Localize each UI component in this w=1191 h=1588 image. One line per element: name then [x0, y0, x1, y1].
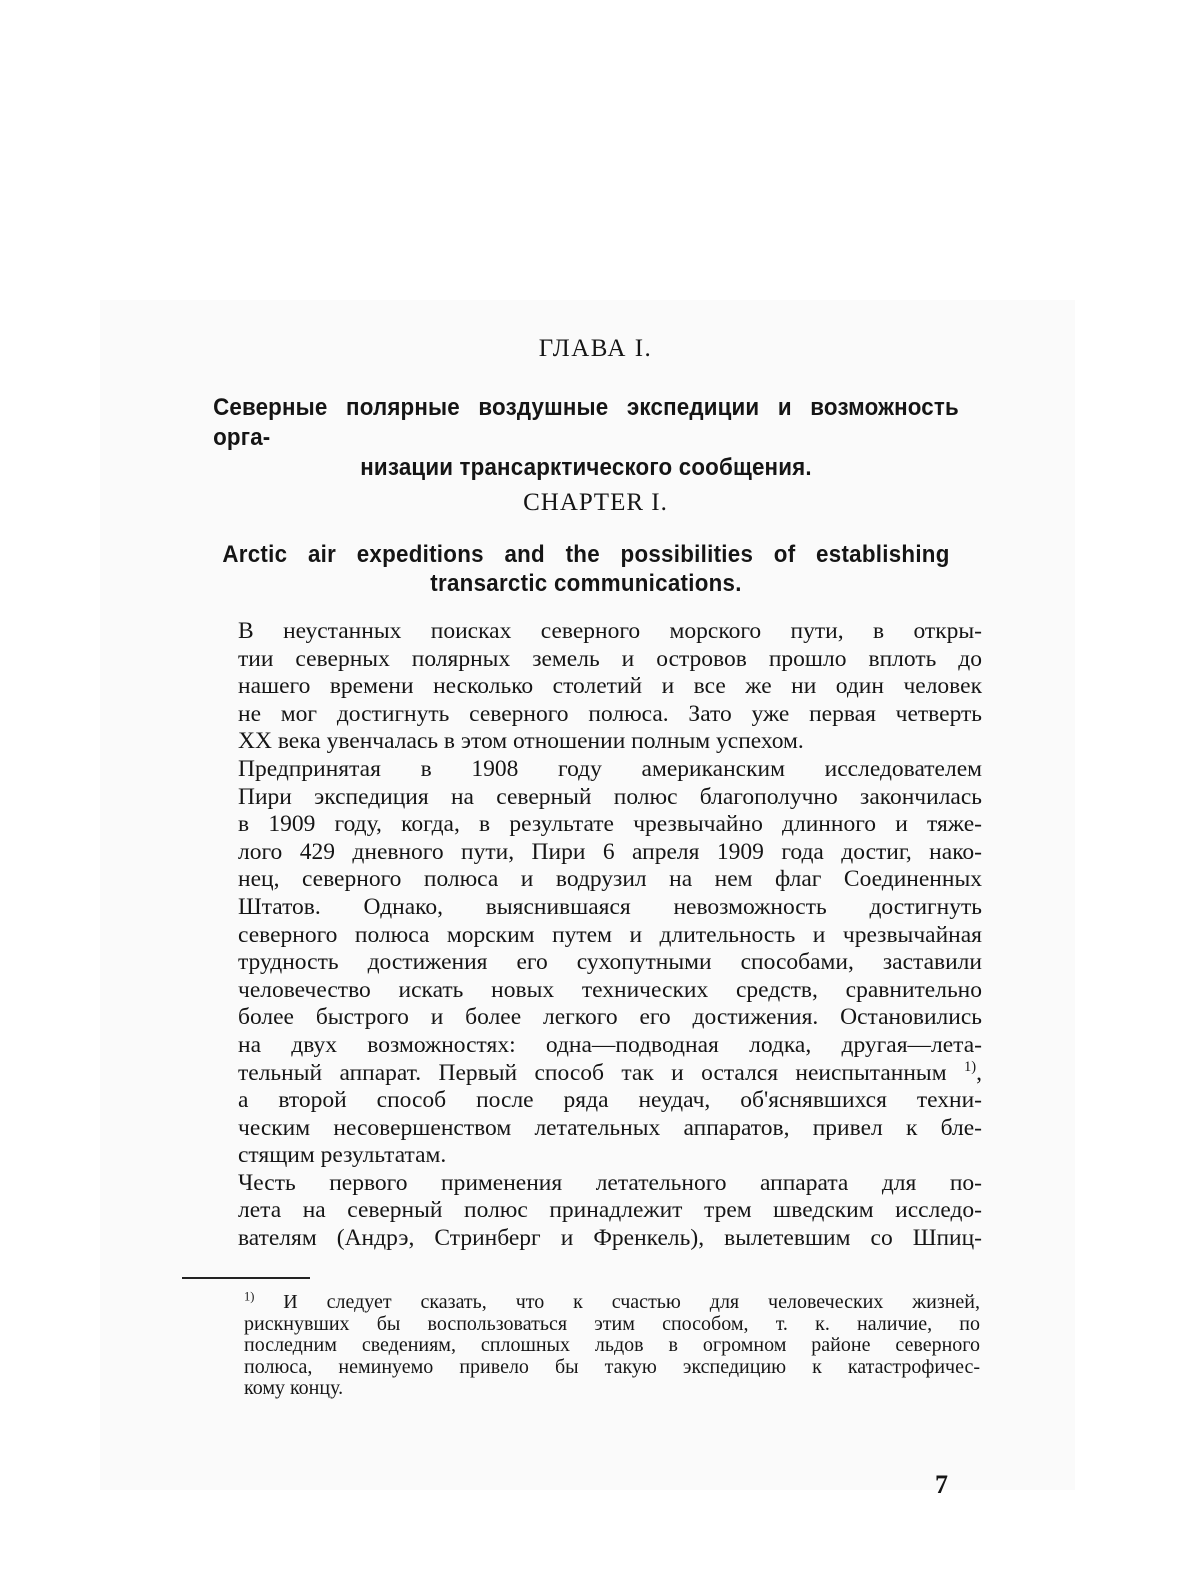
footnote-line: И следует сказать, что к счастью для человеческих жизней,: [283, 1291, 981, 1313]
text-line: нец, северного полюса и водрузил на нем флаг Соединенных: [238, 866, 982, 893]
chapter-title-en-line: Arctic air expeditions and the possibilities of establishing: [222, 541, 950, 568]
footnote-line: полюса, неминуемо привело бы такую экспедицию к катастрофичес-: [244, 1355, 980, 1378]
paragraph: [182, 618, 982, 756]
chapter-heading-ru: ГЛАВА I.: [538, 335, 653, 362]
footnote-line: последним сведениям, сплошных льдов в огромном районе северного: [244, 1334, 980, 1356]
text-line: лета на северный полюс принадлежит трем шведским исследо-: [238, 1197, 982, 1224]
text-line: на двух возможностях: одна—подводная лодка, другая—лета-: [238, 1031, 982, 1058]
text-line: Штатов. Однако, выяснившаяся невозможность достигнуть: [238, 893, 982, 920]
chapter-title-ru-line: Северные полярные воздушные экспедиции и возможность орга-: [213, 394, 959, 451]
footnote-line: кому концу.: [244, 1377, 344, 1399]
page-number: 7: [935, 1470, 948, 1499]
body-text: [182, 618, 982, 1253]
chapter-heading-en: CHAPTER I.: [523, 489, 668, 516]
text-line: тии северных полярных земель и островов прошло вплоть до: [238, 645, 982, 672]
footnote: [180, 1289, 981, 1400]
footnote-line: рискнувших бы воспользоваться этим способом, т. к. наличие, по: [244, 1312, 980, 1335]
text-line: не мог достигнуть северного полюса. Зато уже первая четверть: [238, 700, 982, 727]
footnote-first-line: [180, 1289, 981, 1314]
text-line: человечество искать новых технических средств, сравнительно: [238, 976, 982, 1003]
text-line: Предпринятая в 1908 году американским исследователем: [238, 755, 982, 782]
text-line: в 1909 году, когда, в результате чрезвычайно длинного и тяже-: [238, 811, 982, 838]
chapter-title-en: [222, 540, 949, 598]
text-line: ческим несовершенством летательных аппаратов, привел к бле-: [238, 1114, 982, 1141]
footnote-reference-tail: ,: [976, 1059, 983, 1086]
text-line: вателям (Андрэ, Стринберг и Френкель), вылетевшим со Шпиц-: [238, 1225, 982, 1252]
footnotes: [180, 1289, 981, 1400]
text-line: XX века увенчалась в этом отношении полным успехом.: [238, 728, 804, 755]
text-line: Честь первого применения летательного аппарата для по-: [238, 1169, 982, 1196]
text-line: Пири экспедиция на северный полюс благополучно закончилась: [238, 783, 982, 810]
text-line: более быстрого и более легкого его достижения. Остановились: [238, 1004, 982, 1031]
paragraph: [182, 756, 982, 1170]
text-line: нашего времени несколько столетий и все же ни один человек: [238, 673, 982, 700]
text-line: а второй способ после ряда неудач, об'яснявшихся техни-: [238, 1087, 982, 1114]
text-line: лого 429 дневного пути, Пири 6 апреля 1909 года достиг, нако-: [238, 838, 982, 865]
chapter-title-ru: [213, 393, 959, 483]
footnote-separator: [182, 1277, 310, 1279]
text-line: трудность достижения его сухопутными способами, заставили: [238, 949, 982, 976]
chapter-title-en-line: transarctic communications.: [430, 570, 742, 597]
text-line: В неустанных поисках северного морского пути, в откры-: [238, 618, 982, 644]
text-line-with-footnote: [182, 1060, 982, 1088]
footnote-reference: 1): [964, 1058, 977, 1075]
text-line: тельный аппарат. Первый способ так и остался неиспытанным: [238, 1059, 947, 1086]
footnote-marker: 1): [244, 1289, 255, 1304]
paragraph: [182, 1170, 982, 1253]
text-line: северного полюса морским путем и длительность и чрезвычайная: [238, 921, 982, 948]
text-line: стящим результатам.: [238, 1142, 447, 1169]
chapter-title-ru-line: низации трансарктического сообщения.: [360, 454, 812, 481]
